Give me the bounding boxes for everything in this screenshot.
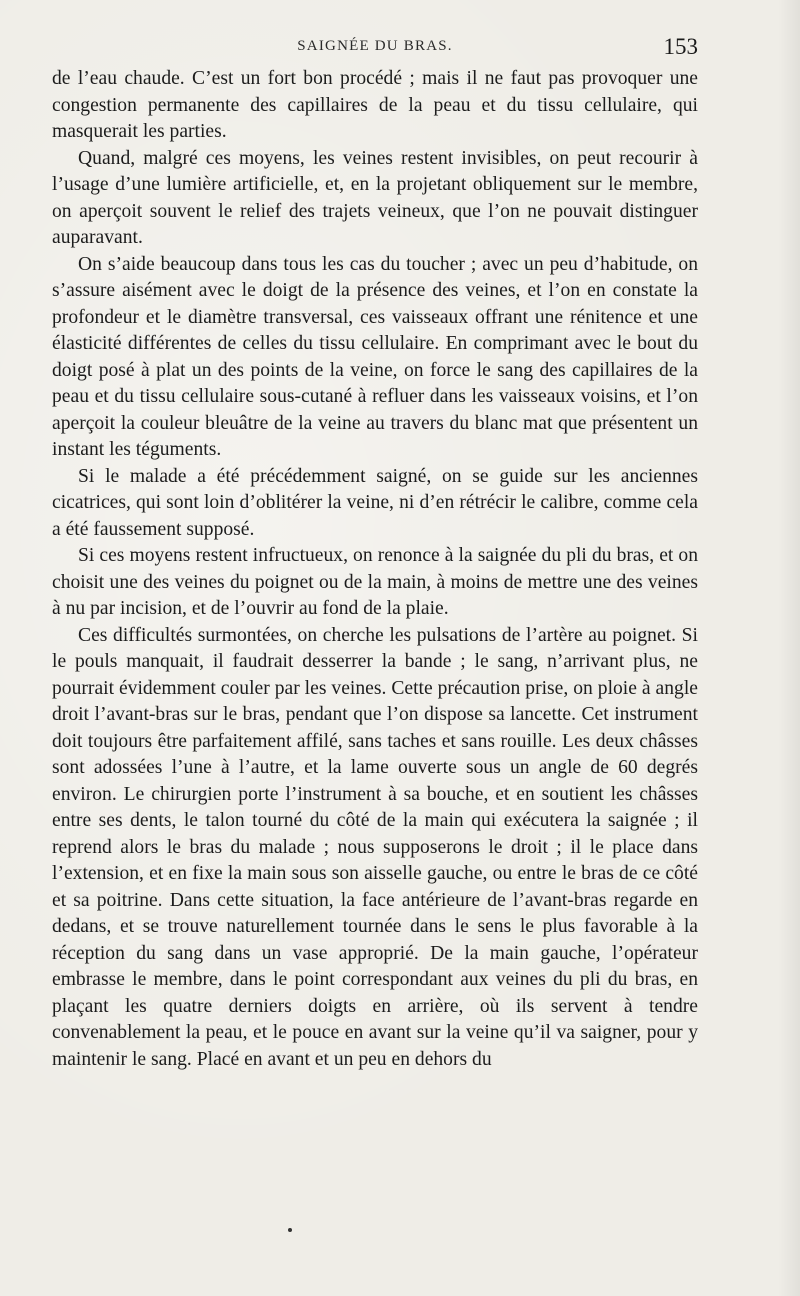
paragraph-5: Si ces moyens restent infructueux, on renonce à la saignée du pli du bras, et on choisit une des veines du poignet ou de la main, à moins de mettre une des veines à nu par incision, et de l’ouvrir au fond de la plaie. (52, 545, 698, 619)
print-speck (288, 1228, 292, 1232)
page-edge-shadow (778, 0, 800, 1296)
paragraph-6: Ces difficultés surmontées, on cherche les pulsations de l’artère au poignet. Si le pouls manquait, il faudrait desserrer la bande ; le sang, n’arrivant plus, ne pourrait évidemment couler par les veines. Cette précaution prise, on ploie à angle droit l’avant-bras sur le bras, pendant que l’on dispose sa lancette. Cet instrument doit toujours être parfaitement affilé, sans taches et sans rouille. Les deux châsses sont adossées l’une à l’autre, et la lame ouverte sous un angle de 60 degrés environ. Le chirurgien porte l’instrument à sa bouche, et en soutient les châsses entre ses dents, le talon tourné du côté de la main qui exécutera la saignée ; il reprend alors le bras du malade ; nous supposerons le droit ; il le place dans l’extension, et en fixe la main sous son aisselle gauche, ou entre le bras de ce côté et sa poitrine. Dans cette situation, la face antérieure de l’avant-bras regarde en dedans, et se trouve naturellement tournée dans le sens le plus favorable à la réception du sang dans un vase approprié. De la main gauche, l’opérateur embrasse le membre, dans le point correspondant aux veines du pli du bras, en plaçant les quatre derniers doigts en arrière, où ils servent à tendre convenablement la peau, et le pouce en avant sur la veine qu’il va saigner, pour y maintenir le sang. Placé en avant et un peu en dehors du (52, 624, 698, 1070)
paragraph-1: de l’eau chaude. C’est un fort bon procédé ; mais il ne faut pas provoquer une congestion permanente des capillaires de la peau et du tissu cellulaire, qui masquerait les parties. (52, 68, 698, 142)
body-text (52, 66, 698, 1073)
page-header (52, 34, 698, 68)
paragraph-2: Quand, malgré ces moyens, les veines restent invisibles, on peut recourir à l’usage d’une lumière artificielle, et, en la projetant obliquement sur le membre, on aperçoit souvent le relief des trajets veineux, que l’on ne pouvait distinguer auparavant. (52, 147, 698, 248)
paragraph-4: Si le malade a été précédemment saigné, on se guide sur les anciennes cicatrices, qui sont loin d’oblitérer la veine, ni d’en rétrécir le calibre, comme cela a été faussement supposé. (52, 465, 698, 540)
running-head: SAIGNÉE DU BRAS. (297, 38, 453, 54)
paragraph-3: On s’aide beaucoup dans tous les cas du toucher ; avec un peu d’habitude, on s’assure aisément avec le doigt de la présence des veines, et l’on en constate la profondeur et le diamètre transversal, ces vaisseaux offrant une rénitence et une élasticité différentes de celles du tissu cellulaire. En comprimant avec le bout du doigt posé à plat un des points de la veine, on force le sang des capillaires de la peau et du tissu cellulaire sous-cutané à refluer dans les vaisseaux voisins, et l’on aperçoit la couleur bleuâtre de la veine au travers du blanc mat que présentent un instant les téguments. (52, 253, 698, 460)
page-number: 153 (663, 34, 698, 59)
